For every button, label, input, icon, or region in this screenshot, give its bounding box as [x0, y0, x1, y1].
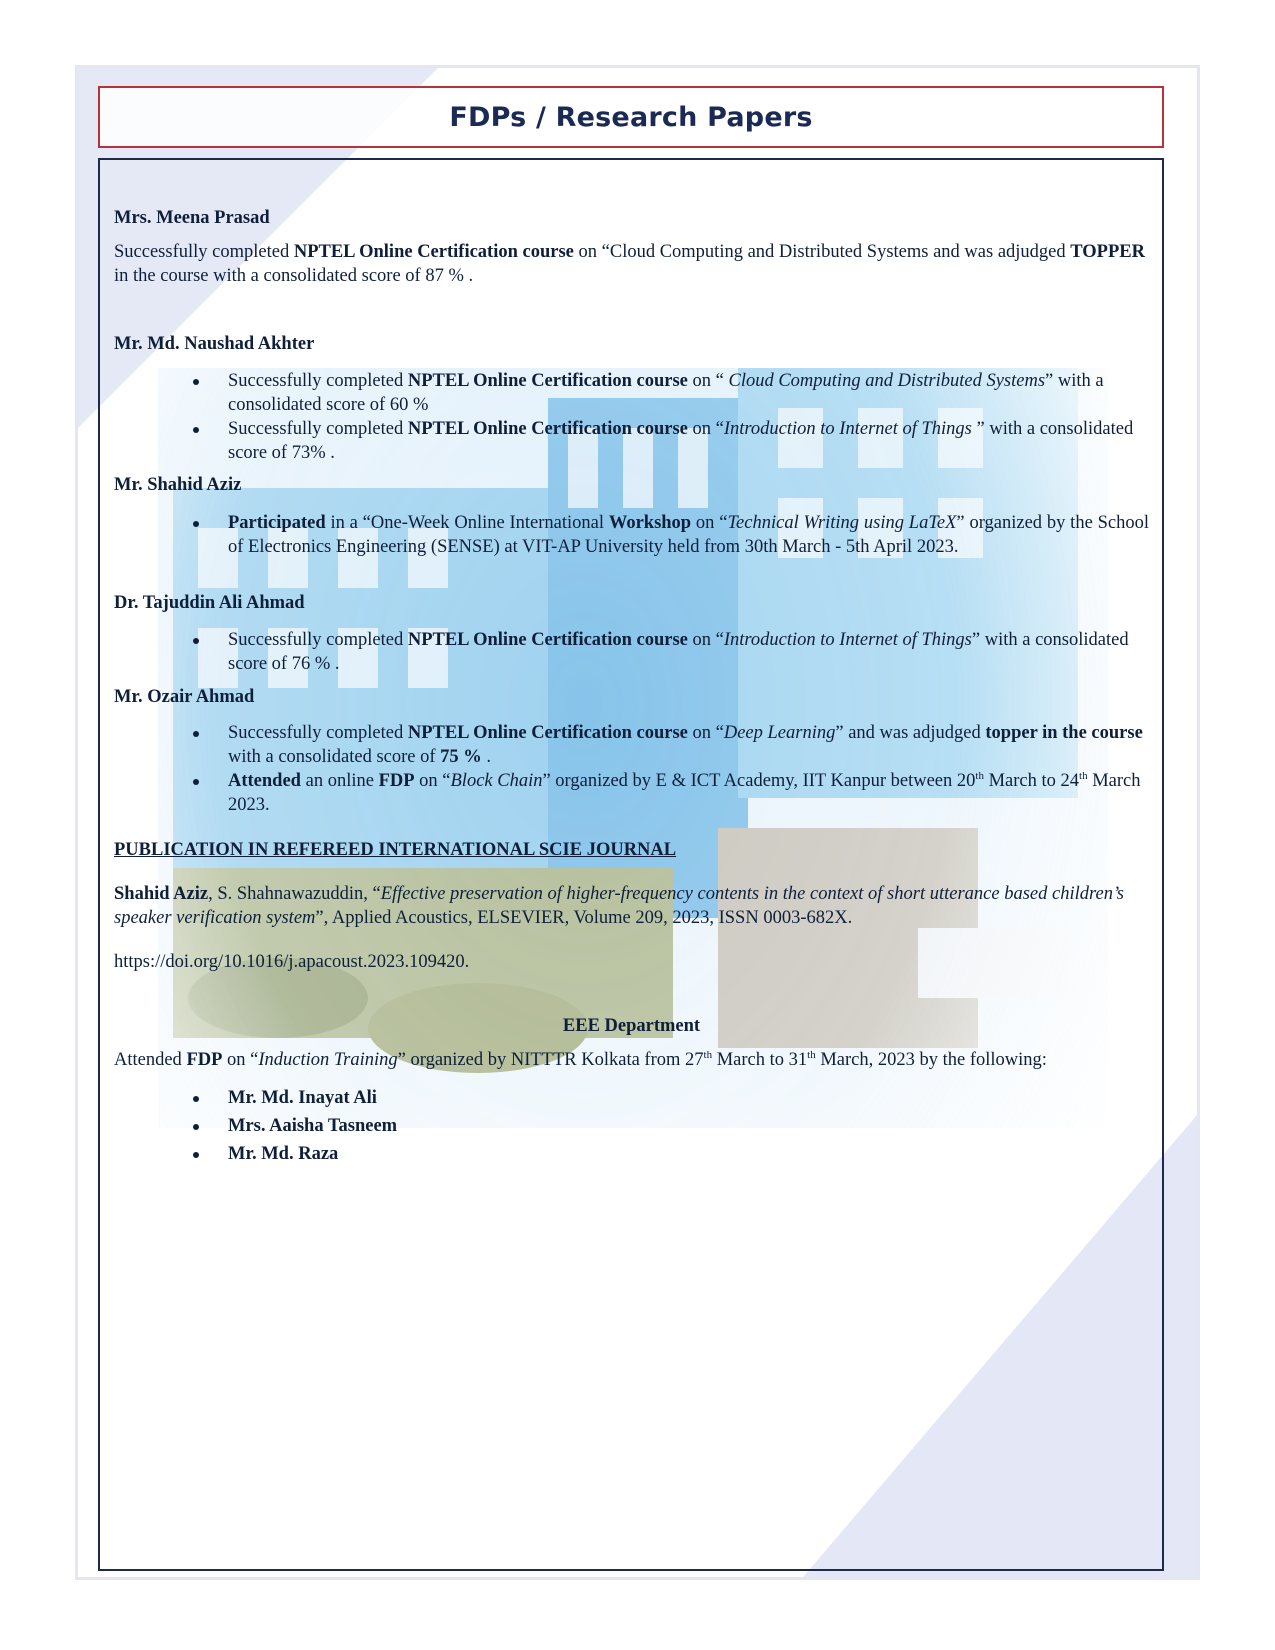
list-item: Successfully completed NPTEL Online Certification course on “ Cloud Computing and Distributed Systems” with a consolidated score of 60 % [114, 369, 1149, 417]
eee-heading: EEE Department [562, 1016, 701, 1036]
eee-text: Attended FDP on “Induction Training” organized by NITTTR Kolkata from 27th March to 31th March, 2023 by the following: [114, 1048, 1047, 1070]
person-name: Mrs. Meena Prasad [114, 208, 270, 228]
eee-section [114, 1014, 1149, 1166]
person-name: Dr. Tajuddin Ali Ahmad [114, 593, 305, 613]
list-item: Attended an online FDP on “Block Chain” organized by E & ICT Academy, IIT Kanpur between 20th March to 24th March 2023. [114, 769, 1149, 817]
eee-people-list [114, 1086, 1149, 1166]
title-box [98, 86, 1164, 148]
publication-section [114, 838, 1149, 974]
person-name: Mr. Shahid Aziz [114, 475, 242, 495]
entry-list [114, 628, 1149, 676]
entry-tajuddin-ali-ahmad [114, 591, 1149, 676]
entry-shahid-aziz [114, 473, 1149, 559]
publication-citation: Shahid Aziz, S. Shahnawazuddin, “Effective preservation of higher-frequency contents in the context of short utterance based children’s speaker verification system”, Applied Acoustics, ELSEVIER, Volume 209, 2023, ISSN 0003-682X. [114, 884, 1124, 928]
list-item: Mrs. Aaisha Tasneem [114, 1114, 1149, 1138]
list-item: Mr. Md. Raza [114, 1142, 1149, 1166]
publication-doi: https://doi.org/10.1016/j.apacoust.2023.109420. [114, 952, 470, 972]
list-item: Successfully completed NPTEL Online Certification course on “Introduction to Internet of Things” with a consolidated score of 76 % . [114, 628, 1149, 676]
entry-list [114, 369, 1149, 465]
entry-list [114, 511, 1149, 559]
entry-meena-prasad [114, 206, 1149, 288]
entry-list [114, 721, 1149, 817]
entry-text: Successfully completed NPTEL Online Certification course on “Cloud Computing and Distributed Systems and was adjudged TOPPER in the course with a consolidated score of 87 % . [114, 242, 1145, 286]
list-item: Successfully completed NPTEL Online Certification course on “Introduction to Internet of Things ” with a consolidated score of 73% . [114, 417, 1149, 465]
list-item: Mr. Md. Inayat Ali [114, 1086, 1149, 1110]
page-title: FDPs / Research Papers [449, 101, 813, 133]
list-item: Successfully completed NPTEL Online Certification course on “Deep Learning” and was adjudged topper in the course with a consolidated score of 75 % . [114, 721, 1149, 769]
entry-ozair-ahmad [114, 685, 1149, 817]
publication-heading: PUBLICATION IN REFEREED INTERNATIONAL SCIE JOURNAL [114, 840, 677, 860]
person-name: Mr. Md. Naushad Akhter [114, 334, 315, 354]
person-name: Mr. Ozair Ahmad [114, 687, 255, 707]
list-item: Participated in a “One-Week Online International Workshop on “Technical Writing using LaTeX” organized by the School of Electronics Engineering (SENSE) at VIT-AP University held from 30th March - 5th April 2023. [114, 511, 1149, 559]
entry-naushad-akhter [114, 332, 1149, 465]
